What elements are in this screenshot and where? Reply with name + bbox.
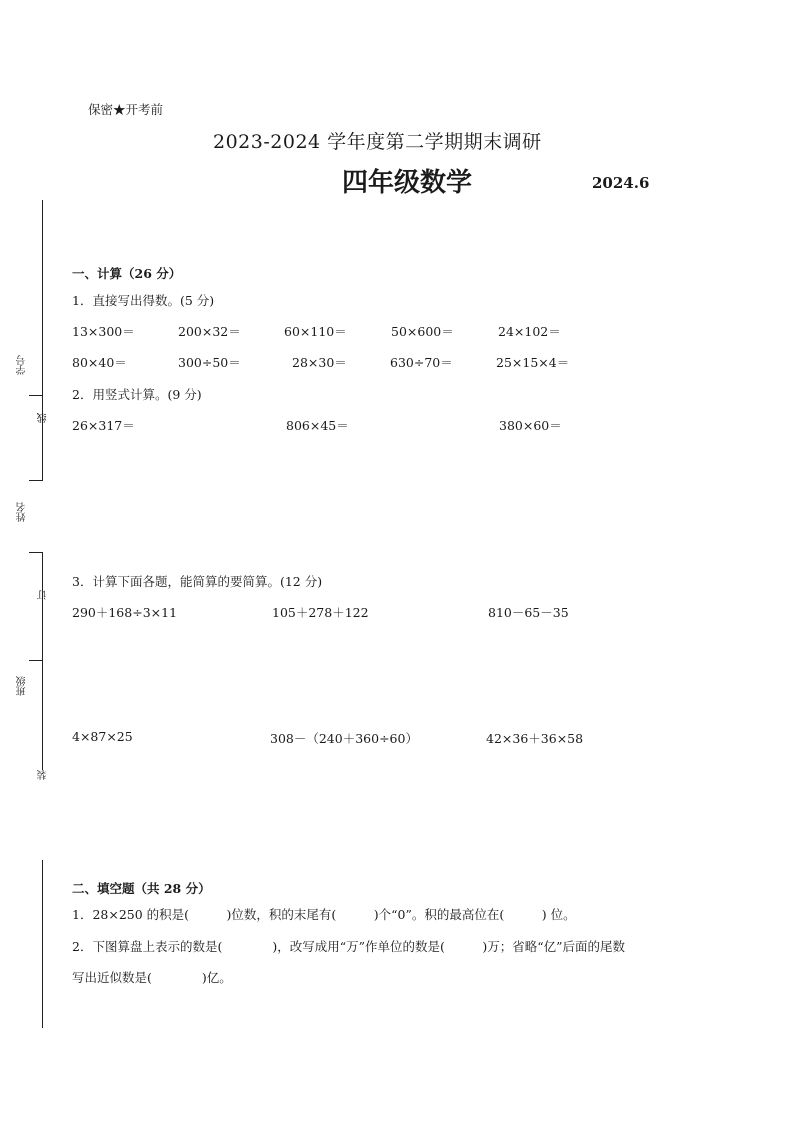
q2-item-2: 806×45＝ (286, 418, 349, 433)
q2-item-3: 380×60＝ (499, 418, 562, 433)
q3-r1-c1: 290＋168÷3×11 (72, 605, 178, 620)
q1-r2-c5: 25×15×4＝ (496, 355, 570, 370)
q1-r1-c5: 24×102＝ (498, 324, 561, 339)
section2-title: 二、填空题（共 28 分） (72, 881, 211, 896)
binding-line-lower (42, 860, 43, 1028)
binding-mark-ding: 订 (38, 590, 49, 600)
class-underline (29, 660, 43, 661)
exam-subtitle: 四年级数学 (342, 168, 473, 198)
q1-r2-c2: 300÷50＝ (178, 355, 241, 370)
fill-q2-line1: 2．下图算盘上表示的数是( )，改写成用“万”作单位的数是( )万；省略“亿”后面的尾数 (72, 939, 626, 954)
q1-r1-c4: 50×600＝ (391, 324, 454, 339)
binding-line-top (42, 200, 43, 480)
class-label: 班级 (17, 676, 28, 696)
student-no-underline (29, 395, 43, 396)
q1-r1-c2: 200×32＝ (178, 324, 241, 339)
q3-r1-c2: 105＋278＋122 (272, 605, 369, 620)
q2-item-1: 26×317＝ (72, 418, 135, 433)
q1-title: 1．直接写出得数。(5 分) (72, 293, 215, 308)
binding-mark-line: 线 (38, 413, 49, 423)
binding-mark-zhuang: 装 (38, 770, 49, 780)
student-no-label: 学号 (17, 355, 28, 375)
q1-r2-c3: 28×30＝ (292, 355, 347, 370)
exam-date: 2024.6 (592, 174, 650, 192)
secret-label: 保密★开考前 (88, 102, 164, 117)
binding-line-bottom (42, 660, 43, 770)
q3-r2-c3: 42×36＋36×58 (486, 731, 584, 746)
fill-q1: 1．28×250 的积是( )位数，积的末尾有( )个“0”。积的最高位在( ) 位。 (72, 907, 576, 922)
exam-title: 2023-2024 学年度第二学期期末调研 (213, 131, 542, 153)
q1-r2-c1: 80×40＝ (72, 355, 127, 370)
q1-r1-c1: 13×300＝ (72, 324, 135, 339)
name-underline (29, 480, 43, 481)
name-underline-2 (29, 552, 43, 553)
q2-title: 2．用竖式计算。(9 分) (72, 387, 202, 402)
binding-line-mid (42, 552, 43, 660)
q3-title: 3．计算下面各题，能简算的要简算。(12 分) (72, 574, 323, 589)
q1-r1-c3: 60×110＝ (284, 324, 347, 339)
name-label: 姓名 (17, 502, 28, 522)
q3-r1-c3: 810－65－35 (488, 605, 569, 620)
q3-r2-c2: 308－（240＋360÷60） (270, 731, 418, 746)
section1-title: 一、计算（26 分） (72, 266, 182, 281)
fill-q2-line2: 写出近似数是( )亿。 (72, 970, 232, 985)
q1-r2-c4: 630÷70＝ (390, 355, 453, 370)
q3-r2-c1: 4×87×25 (72, 729, 133, 744)
